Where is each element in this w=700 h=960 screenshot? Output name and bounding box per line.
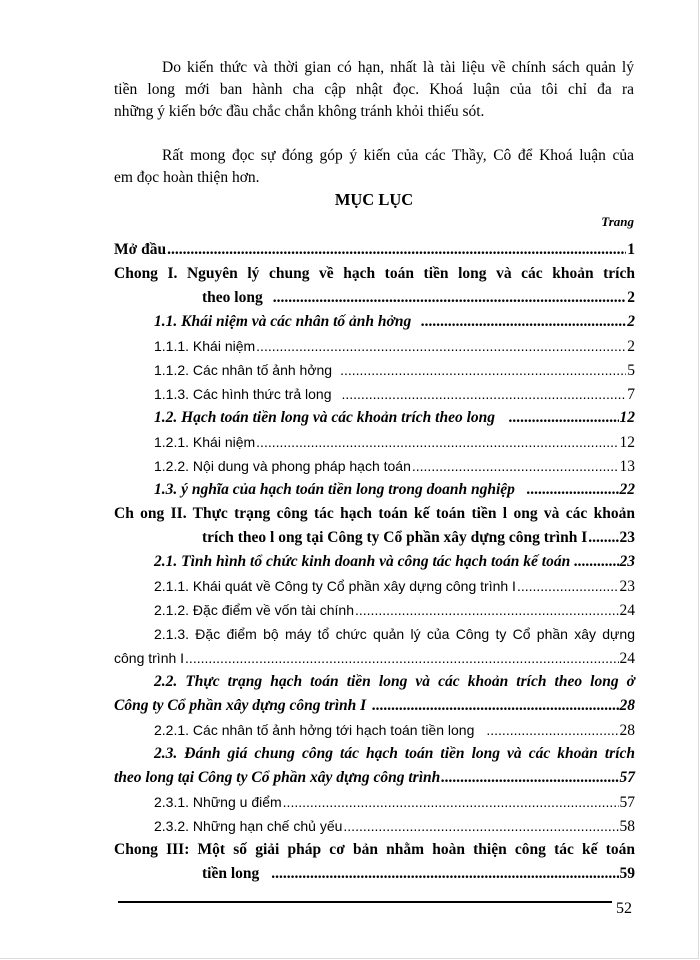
toc-entry-1-1[interactable] bbox=[114, 310, 635, 334]
toc-entry-page: 5 bbox=[627, 362, 635, 379]
toc-entry-page: 7 bbox=[627, 386, 635, 403]
toc-entry-2-3[interactable] bbox=[114, 742, 635, 790]
toc-entry-page: 13 bbox=[619, 458, 635, 475]
page-number: 52 bbox=[616, 900, 632, 917]
toc-entry-label-cont: theo long tại Công ty Cổ phần xây dựng công trình bbox=[114, 769, 441, 786]
toc-entry-label: 2.1.2. Đặc điểm về vốn tài chính bbox=[154, 602, 354, 618]
toc-entry-page: 24 bbox=[619, 602, 635, 619]
dot-leader bbox=[283, 790, 619, 814]
toc-entry-page: 22 bbox=[619, 481, 635, 498]
toc-entry-label: 2.3.1. Những u điểm bbox=[154, 794, 282, 810]
toc-entry-2-1[interactable] bbox=[114, 550, 635, 574]
toc-entry-page: 23 bbox=[619, 529, 635, 546]
toc-entry-page: 28 bbox=[619, 722, 635, 739]
dot-leader bbox=[343, 814, 618, 838]
footer-rule bbox=[118, 901, 612, 903]
intro-line: tiền long mới ban hành cha cập nhật đọc. Khoá luận của tôi chỉ đa ra bbox=[114, 81, 634, 98]
toc-entry-page: 12 bbox=[619, 434, 635, 451]
dot-leader bbox=[167, 238, 626, 262]
toc-entry-intro[interactable] bbox=[114, 238, 635, 262]
toc-entry-label: 1.3. ý nghĩa của hạch toán tiền long trong doanh nghiệp bbox=[154, 481, 515, 498]
toc-entry-label: 1.2. Hạch toán tiền long và các khoản trích theo long bbox=[154, 409, 496, 426]
intro-paragraph-1 bbox=[114, 57, 634, 123]
dot-leader bbox=[256, 334, 626, 358]
toc-entry-2-1-2[interactable] bbox=[114, 598, 635, 622]
toc-entry-page: 1 bbox=[627, 241, 635, 258]
dot-leader bbox=[372, 694, 618, 718]
dot-leader bbox=[574, 550, 618, 574]
toc-entry-page: 2 bbox=[627, 313, 635, 330]
toc-entry-label: Ch ong II. Thực trạng công tác hạch toán kế toán tiền l ong và các khoản bbox=[114, 505, 635, 522]
toc-entry-label: 2.1.1. Khái quát về Công ty Cổ phần xây dựng công trình I bbox=[154, 578, 516, 594]
toc-entry-page: 24 bbox=[619, 650, 635, 667]
toc-entry-1-2[interactable] bbox=[114, 406, 635, 430]
table-of-contents bbox=[114, 238, 635, 886]
toc-entry-page: 57 bbox=[619, 769, 635, 786]
toc-entry-chapter-1[interactable] bbox=[114, 262, 635, 310]
toc-entry-2-1-1[interactable] bbox=[114, 574, 635, 598]
toc-entry-label: 2.3. Đánh giá chung công tác hạch toán tiền long và các khoản trích bbox=[154, 745, 635, 762]
toc-entry-page: 57 bbox=[619, 794, 635, 811]
toc-entry-label-cont: công trình I bbox=[114, 650, 185, 666]
toc-entry-2-1-3[interactable] bbox=[114, 622, 635, 670]
toc-entry-2-2-1[interactable] bbox=[114, 718, 635, 742]
toc-title: MỤC LỤC bbox=[334, 190, 414, 209]
intro-line: Rất mong đọc sự đóng góp ý kiến của các Thầy, Cô để Khoá luận của bbox=[162, 147, 634, 164]
toc-entry-page: 23 bbox=[619, 578, 635, 595]
toc-entry-chapter-2[interactable] bbox=[114, 502, 635, 550]
dot-leader bbox=[527, 478, 619, 502]
dot-leader bbox=[412, 454, 619, 478]
toc-entry-label: 1.1. Khái niệm và các nhân tố ảnh hởng bbox=[154, 313, 412, 330]
dot-leader bbox=[486, 718, 618, 742]
dot-leader bbox=[441, 766, 618, 790]
dot-leader bbox=[185, 646, 618, 670]
toc-entry-2-2[interactable] bbox=[114, 670, 635, 718]
dot-leader bbox=[509, 406, 618, 430]
toc-entry-label-cont: tiền long bbox=[202, 865, 260, 882]
dot-leader bbox=[256, 430, 618, 454]
toc-entry-page: 58 bbox=[619, 818, 635, 835]
toc-entry-1-1-2[interactable] bbox=[114, 358, 635, 382]
toc-entry-label: Chong III: Một số giải pháp cơ bản nhằm hoàn thiện công tác kế toán bbox=[114, 841, 635, 858]
toc-entry-page: 12 bbox=[619, 409, 635, 426]
dot-leader bbox=[355, 598, 619, 622]
toc-entry-label: Mở đầu bbox=[114, 241, 167, 258]
toc-entry-label: 1.2.2. Nội dung và phong pháp hạch toán bbox=[154, 458, 411, 474]
toc-entry-label: 1.1.1. Khái niệm bbox=[154, 338, 256, 354]
dot-leader bbox=[273, 286, 627, 310]
toc-entry-page: 59 bbox=[619, 865, 635, 882]
toc-entry-page: 23 bbox=[619, 553, 635, 570]
intro-paragraph-2 bbox=[114, 145, 634, 189]
toc-entry-2-3-2[interactable] bbox=[114, 814, 635, 838]
toc-entry-label: 2.1.3. Đặc điểm bộ máy tổ chức quản lý của Công ty Cổ phần xây dựng bbox=[154, 626, 635, 642]
toc-entry-page: 2 bbox=[627, 289, 635, 306]
toc-entry-label: 1.2.1. Khái niệm bbox=[154, 434, 256, 450]
dot-leader bbox=[421, 310, 626, 334]
intro-line: những ý kiến bớc đầu chắc chắn không tránh khỏi thiếu sót. bbox=[114, 103, 485, 120]
toc-entry-page: 2 bbox=[627, 338, 635, 355]
dot-leader bbox=[341, 382, 626, 406]
dot-leader bbox=[588, 526, 618, 550]
toc-entry-1-3[interactable] bbox=[114, 478, 635, 502]
intro-line: em đọc hoàn thiện hơn. bbox=[114, 169, 260, 186]
toc-entry-label: 1.1.3. Các hình thức trả long bbox=[154, 386, 332, 402]
toc-entry-label: 2.3.2. Những hạn chế chủ yếu bbox=[154, 818, 343, 834]
toc-entry-label-cont: theo long bbox=[202, 289, 263, 306]
toc-entry-1-1-1[interactable] bbox=[114, 334, 635, 358]
dot-leader bbox=[271, 862, 618, 886]
toc-entry-label: 2.1. Tình hình tổ chức kinh doanh và công tác hạch toán kế toán bbox=[154, 553, 571, 570]
toc-entry-label-cont: trích theo l ong tại Công ty Cổ phần xây dựng công trình I bbox=[202, 529, 588, 546]
toc-entry-1-2-1[interactable] bbox=[114, 430, 635, 454]
dot-leader bbox=[340, 358, 626, 382]
toc-entry-1-2-2[interactable] bbox=[114, 454, 635, 478]
toc-entry-2-3-1[interactable] bbox=[114, 790, 635, 814]
toc-entry-page: 28 bbox=[619, 697, 635, 714]
toc-entry-label: 2.2. Thực trạng hạch toán tiền long và các khoản trích theo long ở bbox=[154, 673, 635, 690]
toc-entry-label: Chong I. Nguyên lý chung về hạch toán tiền long và các khoản trích bbox=[114, 265, 635, 282]
toc-entry-label-cont: Công ty Cổ phần xây dựng công trình I bbox=[114, 697, 367, 714]
intro-line: Do kiến thức và thời gian có hạn, nhất là tài liệu về chính sách quản lý bbox=[162, 59, 634, 76]
toc-entry-label: 1.1.2. Các nhân tố ảnh hởng bbox=[154, 362, 333, 378]
toc-page-header: Trang bbox=[601, 214, 634, 229]
toc-entry-1-1-3[interactable] bbox=[114, 382, 635, 406]
toc-entry-label: 2.2.1. Các nhân tố ảnh hởng tới hạch toán tiền long bbox=[154, 722, 475, 738]
dot-leader bbox=[517, 574, 619, 598]
toc-entry-chapter-3[interactable] bbox=[114, 838, 635, 886]
